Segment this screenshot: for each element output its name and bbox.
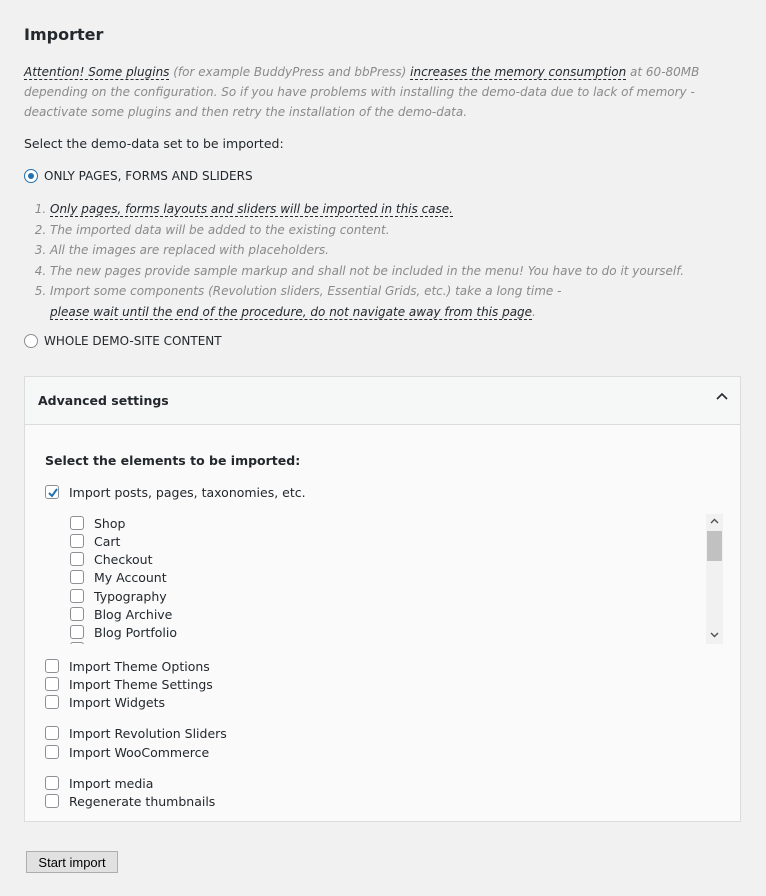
checkbox-label: Import WooCommerce [69,744,210,760]
checkbox-label: Import Widgets [69,694,165,710]
checkbox-label: Import Revolution Sliders [69,725,227,741]
checkbox[interactable] [70,552,84,566]
checkbox[interactable] [45,659,59,673]
list-item[interactable] [70,587,167,605]
checkbox[interactable] [70,516,84,530]
advanced-settings-title: Advanced settings [38,393,169,408]
elements-label: Select the elements to be imported: [45,453,301,468]
checkbox-label: Shop [94,515,126,531]
checkbox-label: Blog Portfolio [94,624,178,640]
note-text-1: (for example BuddyPress and bbPress) [169,65,411,79]
scroll-down-icon[interactable] [710,630,719,639]
step-item [50,220,700,241]
memory-warning-note [24,62,746,122]
import-theme-settings-row[interactable] [45,675,213,693]
chevron-up-icon[interactable] [716,391,728,403]
checkbox-label: Import media [69,775,154,791]
checkbox[interactable] [70,625,84,639]
import-widgets-row[interactable] [45,693,165,711]
import-woocommerce-row[interactable] [45,743,209,761]
checkbox[interactable] [45,677,59,691]
import-media-row[interactable] [45,774,153,792]
advanced-settings-header[interactable] [25,377,740,425]
page-title: Importer [24,25,104,44]
import-revolution-sliders-row[interactable] [45,724,227,742]
option-whole-demo-site[interactable] [24,334,222,348]
checkbox-label: Import Theme Options [69,658,210,674]
checkbox[interactable] [70,589,84,603]
note-emphasis-1: Attention! Some plugins [24,65,170,79]
checkbox-label: Cart [94,533,121,549]
check-icon [46,486,60,500]
radio-unselected[interactable] [24,334,38,348]
checkbox-label: My Account [94,569,167,585]
checkbox-label: Typography [94,588,167,604]
import-steps-list [36,199,700,322]
regenerate-thumbnails-row[interactable] [45,792,215,810]
checkbox-label: Regenerate thumbnails [69,793,216,809]
checkbox-label: Checkout [94,551,153,567]
step-4-text: The new pages provide sample markup and shall not be included in the menu! You have to do it yourself. [50,263,685,278]
checkbox[interactable] [45,745,59,759]
checkbox[interactable] [45,726,59,740]
radio-selected[interactable] [24,169,38,183]
scroll-up-icon[interactable] [710,517,719,526]
step-item [50,261,700,282]
checkbox[interactable] [45,695,59,709]
step-item [50,281,700,322]
list-item[interactable] [70,550,152,568]
list-item[interactable] [70,623,177,641]
checkbox[interactable] [70,534,84,548]
import-posts-checkbox-row[interactable] [45,483,306,501]
list-item[interactable] [70,532,120,550]
list-item[interactable] [70,514,125,532]
import-theme-options-row[interactable] [45,657,210,675]
checkbox-label: Import Theme Settings [69,676,213,692]
step-5-end: . [532,304,536,319]
checkbox-label: Import posts, pages, taxonomies, etc. [69,484,306,500]
step-1-text: Only pages, forms layouts and sliders will be imported in this case. [50,202,453,216]
list-scrollbar[interactable] [706,514,723,644]
step-item [50,240,700,261]
scrollbar-thumb[interactable] [707,531,722,561]
note-emphasis-2: increases the memory consumption [410,65,627,79]
option-pages-forms-sliders[interactable] [24,169,253,183]
checkbox[interactable] [45,794,59,808]
demo-set-label: Select the demo-data set to be imported: [24,136,284,151]
option-label: WHOLE DEMO-SITE CONTENT [44,334,222,348]
step-2-text: The imported data will be added to the existing content. [50,222,390,237]
checkbox[interactable] [45,776,59,790]
next-checkbox-edge [70,642,84,644]
checkbox[interactable] [70,570,84,584]
step-5-emphasis: please wait until the end of the procedure, do not navigate away from this page [50,304,533,319]
checkbox[interactable] [70,607,84,621]
pages-list [70,514,724,644]
checkbox-label: Blog Archive [94,606,173,622]
step-item [50,199,700,220]
option-label: ONLY PAGES, FORMS AND SLIDERS [44,169,253,183]
step-5-text: Import some components (Revolution sliders, Essential Grids, etc.) take a long time - [50,284,562,298]
list-item[interactable] [70,605,172,623]
step-3-text: All the images are replaced with placeholders. [50,243,329,257]
note-text-2: at 60-80MB depending on the configuration. So if you have problems with installing the demo-data due to lack of memory - deactivate some plugins and then retry the installation of the demo-data. [24,65,700,119]
list-item[interactable] [70,568,167,586]
checkbox-checked[interactable] [45,485,59,499]
start-import-button[interactable]: Start import [26,851,118,873]
